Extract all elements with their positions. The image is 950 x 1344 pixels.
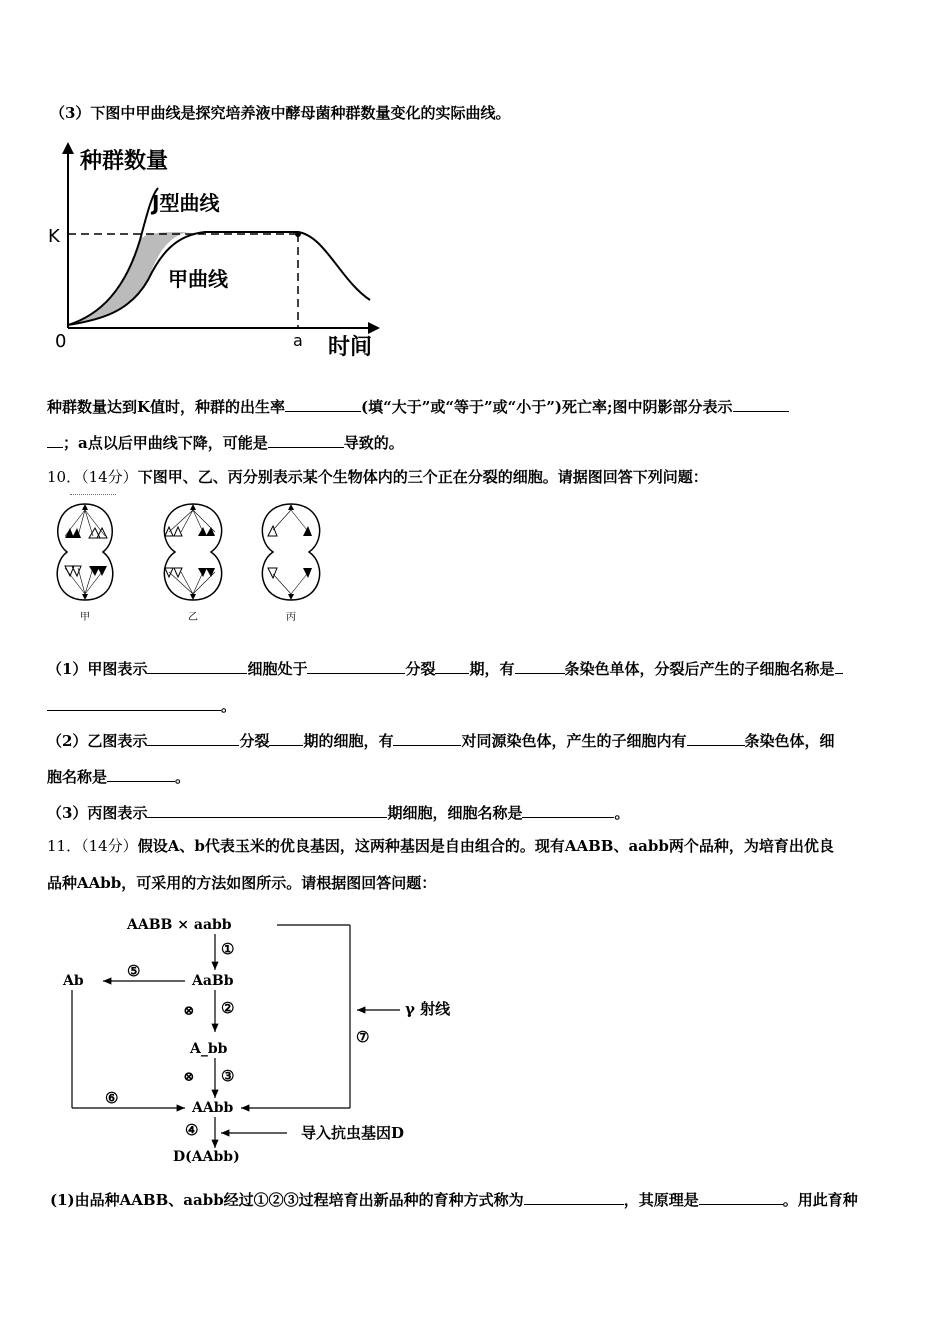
blank-decline-cause[interactable] <box>268 432 344 448</box>
step-7: ⑦ <box>356 1028 370 1046</box>
blank-q10-3-phase[interactable] <box>147 802 387 818</box>
cell-bing <box>262 504 319 623</box>
blank-shaded-meaning-cont[interactable] <box>47 432 63 448</box>
q3-line-2 <box>47 432 404 453</box>
cell-label-yi: 乙 <box>188 612 198 623</box>
blank-birth-rate[interactable] <box>285 396 361 412</box>
blank-q10-1-cell-type[interactable] <box>147 658 247 674</box>
q11-p1-a: (1)由品种AABB、aabb经过①②③过程培育出新品种的育种方式称为 <box>50 1191 524 1209</box>
a-label: a <box>293 331 303 350</box>
gamma-ray-label: γ 射线 <box>405 1000 451 1018</box>
parents-cross: AABB × aabb <box>127 917 232 933</box>
cell-label-jia: 甲 <box>80 612 90 623</box>
blank-q10-2-division[interactable] <box>147 730 239 746</box>
q3-text-d: 导致的。 <box>343 434 404 452</box>
blank-q10-1-daughter[interactable] <box>835 658 843 674</box>
j-curve-label: J型曲线 <box>152 191 220 215</box>
haploid-genotype: Ab <box>63 973 84 989</box>
q10-p2-b: 分裂 <box>239 732 270 750</box>
q10-p3-b: 期细胞，细胞名称是 <box>387 804 523 822</box>
blank-q10-1-phase[interactable] <box>435 658 469 674</box>
q3-text-a: 种群数量达到K值时，种群的出生率 <box>47 398 286 416</box>
blank-q10-2-homologous[interactable] <box>393 730 461 746</box>
q10-p1-a: （1）甲图表示 <box>47 660 148 678</box>
cell-jia <box>57 504 113 623</box>
blank-q10-3-cell-name[interactable] <box>522 802 614 818</box>
step-6: ⑥ <box>105 1089 119 1107</box>
q3-text-c: ；a点以后甲曲线下降，可能是 <box>63 434 268 452</box>
k-label: K <box>48 226 60 247</box>
blank-shaded-meaning[interactable] <box>733 396 789 412</box>
q10-p2-end: 。 <box>175 768 191 786</box>
q10-p2-e: 条染色体，细 <box>744 732 835 750</box>
q10-part1-line1 <box>47 658 843 679</box>
cell-label-bing: 丙 <box>286 612 296 623</box>
target-genotype: AAbb <box>192 1100 234 1116</box>
blank-q10-1-chromatids[interactable] <box>515 658 565 674</box>
q11-number: 11． <box>47 837 82 855</box>
q10-part1-line2 <box>47 695 236 716</box>
q3-line-1 <box>47 396 789 417</box>
blank-q10-2-chromosomes[interactable] <box>687 730 745 746</box>
origin-label: 0 <box>55 331 67 352</box>
q11-p1-c: 。用此育种 <box>782 1191 858 1209</box>
q11-stem-a: 假设A、b代表玉米的优良基因，这两种基因是自由组合的。现有AABB、aabb两个品种，为培育出优良 <box>137 837 834 855</box>
jia-curve-label: 甲曲线 <box>168 267 228 291</box>
cell-yi <box>164 504 221 623</box>
blank-q11-1-principle[interactable] <box>699 1189 783 1205</box>
dotted-mark <box>70 494 116 495</box>
q10-p1-end: 。 <box>221 697 237 715</box>
question-3-intro: （3）下图中甲曲线是探究培养液中酵母菌种群数量变化的实际曲线。 <box>50 104 511 122</box>
step-3: ③ <box>221 1067 235 1085</box>
question-11-stem-line2: 品种AAbb，可采用的方法如图所示。请根据图回答问题： <box>47 874 437 892</box>
step-4: ④ <box>185 1121 199 1139</box>
q10-part2-line2 <box>47 766 190 787</box>
cell-diagrams <box>45 500 345 630</box>
q10-p2-d: 对同源染色体，产生的子细胞内有 <box>461 732 687 750</box>
step-5: ⑤ <box>127 962 141 980</box>
q10-p2-f: 胞名称是 <box>47 768 108 786</box>
q11-p1-b: ，其原理是 <box>623 1191 699 1209</box>
y-axis-arrow <box>62 142 74 154</box>
step-2: ② <box>221 999 235 1017</box>
import-gene-label: 导入抗虫基因D <box>301 1124 405 1142</box>
blank-q10-1-division[interactable] <box>307 658 405 674</box>
q10-p3-a: （3）丙图表示 <box>47 804 148 822</box>
q3-text-b: (填“大于”或“等于”或“小于”)死亡率;图中阴影部分表示 <box>361 398 733 416</box>
q10-stem-text: 下图甲、乙、丙分别表示某个生物体内的三个正在分裂的细胞。请据图回答下列问题： <box>137 468 708 486</box>
q10-part2-line1 <box>47 730 835 751</box>
x-axis-arrow <box>368 322 380 334</box>
question-10-stem <box>47 467 708 487</box>
breeding-flow-diagram <box>55 910 475 1170</box>
self-cross-symbol-1: ⊗ <box>183 1003 195 1019</box>
q10-p1-c: 分裂 <box>405 660 436 678</box>
q10-p2-c: 期的细胞，有 <box>303 732 394 750</box>
point-a <box>295 231 301 237</box>
f2-genotype: A_bb <box>190 1041 228 1057</box>
self-cross-symbol-2: ⊗ <box>183 1069 195 1085</box>
y-axis-label: 种群数量 <box>80 149 169 174</box>
q11-score: （14分） <box>81 837 138 855</box>
q10-part3 <box>47 802 629 823</box>
population-growth-graph <box>40 140 400 370</box>
q10-p1-b: 细胞处于 <box>247 660 308 678</box>
blank-q10-1-daughter-cont[interactable] <box>47 695 221 711</box>
blank-q11-1-method[interactable] <box>524 1189 624 1205</box>
f1-genotype: AaBb <box>192 973 234 989</box>
q10-score: （14分） <box>81 468 138 486</box>
q10-number: 10． <box>47 468 82 486</box>
q10-p3-end: 。 <box>614 804 630 822</box>
final-genotype: D(AAbb) <box>173 1149 240 1165</box>
blank-q10-2-phase[interactable] <box>269 730 303 746</box>
q10-p1-d: 期，有 <box>469 660 515 678</box>
q10-p1-e: 条染色单体，分裂后产生的子细胞名称是 <box>564 660 835 678</box>
question-11-stem-line1 <box>47 836 834 856</box>
blank-q10-2-cell-name[interactable] <box>107 766 175 782</box>
q11-part1 <box>50 1189 858 1210</box>
x-axis-label: 时间 <box>328 335 373 360</box>
q10-p2-a: （2）乙图表示 <box>47 732 148 750</box>
step-1: ① <box>221 940 235 958</box>
